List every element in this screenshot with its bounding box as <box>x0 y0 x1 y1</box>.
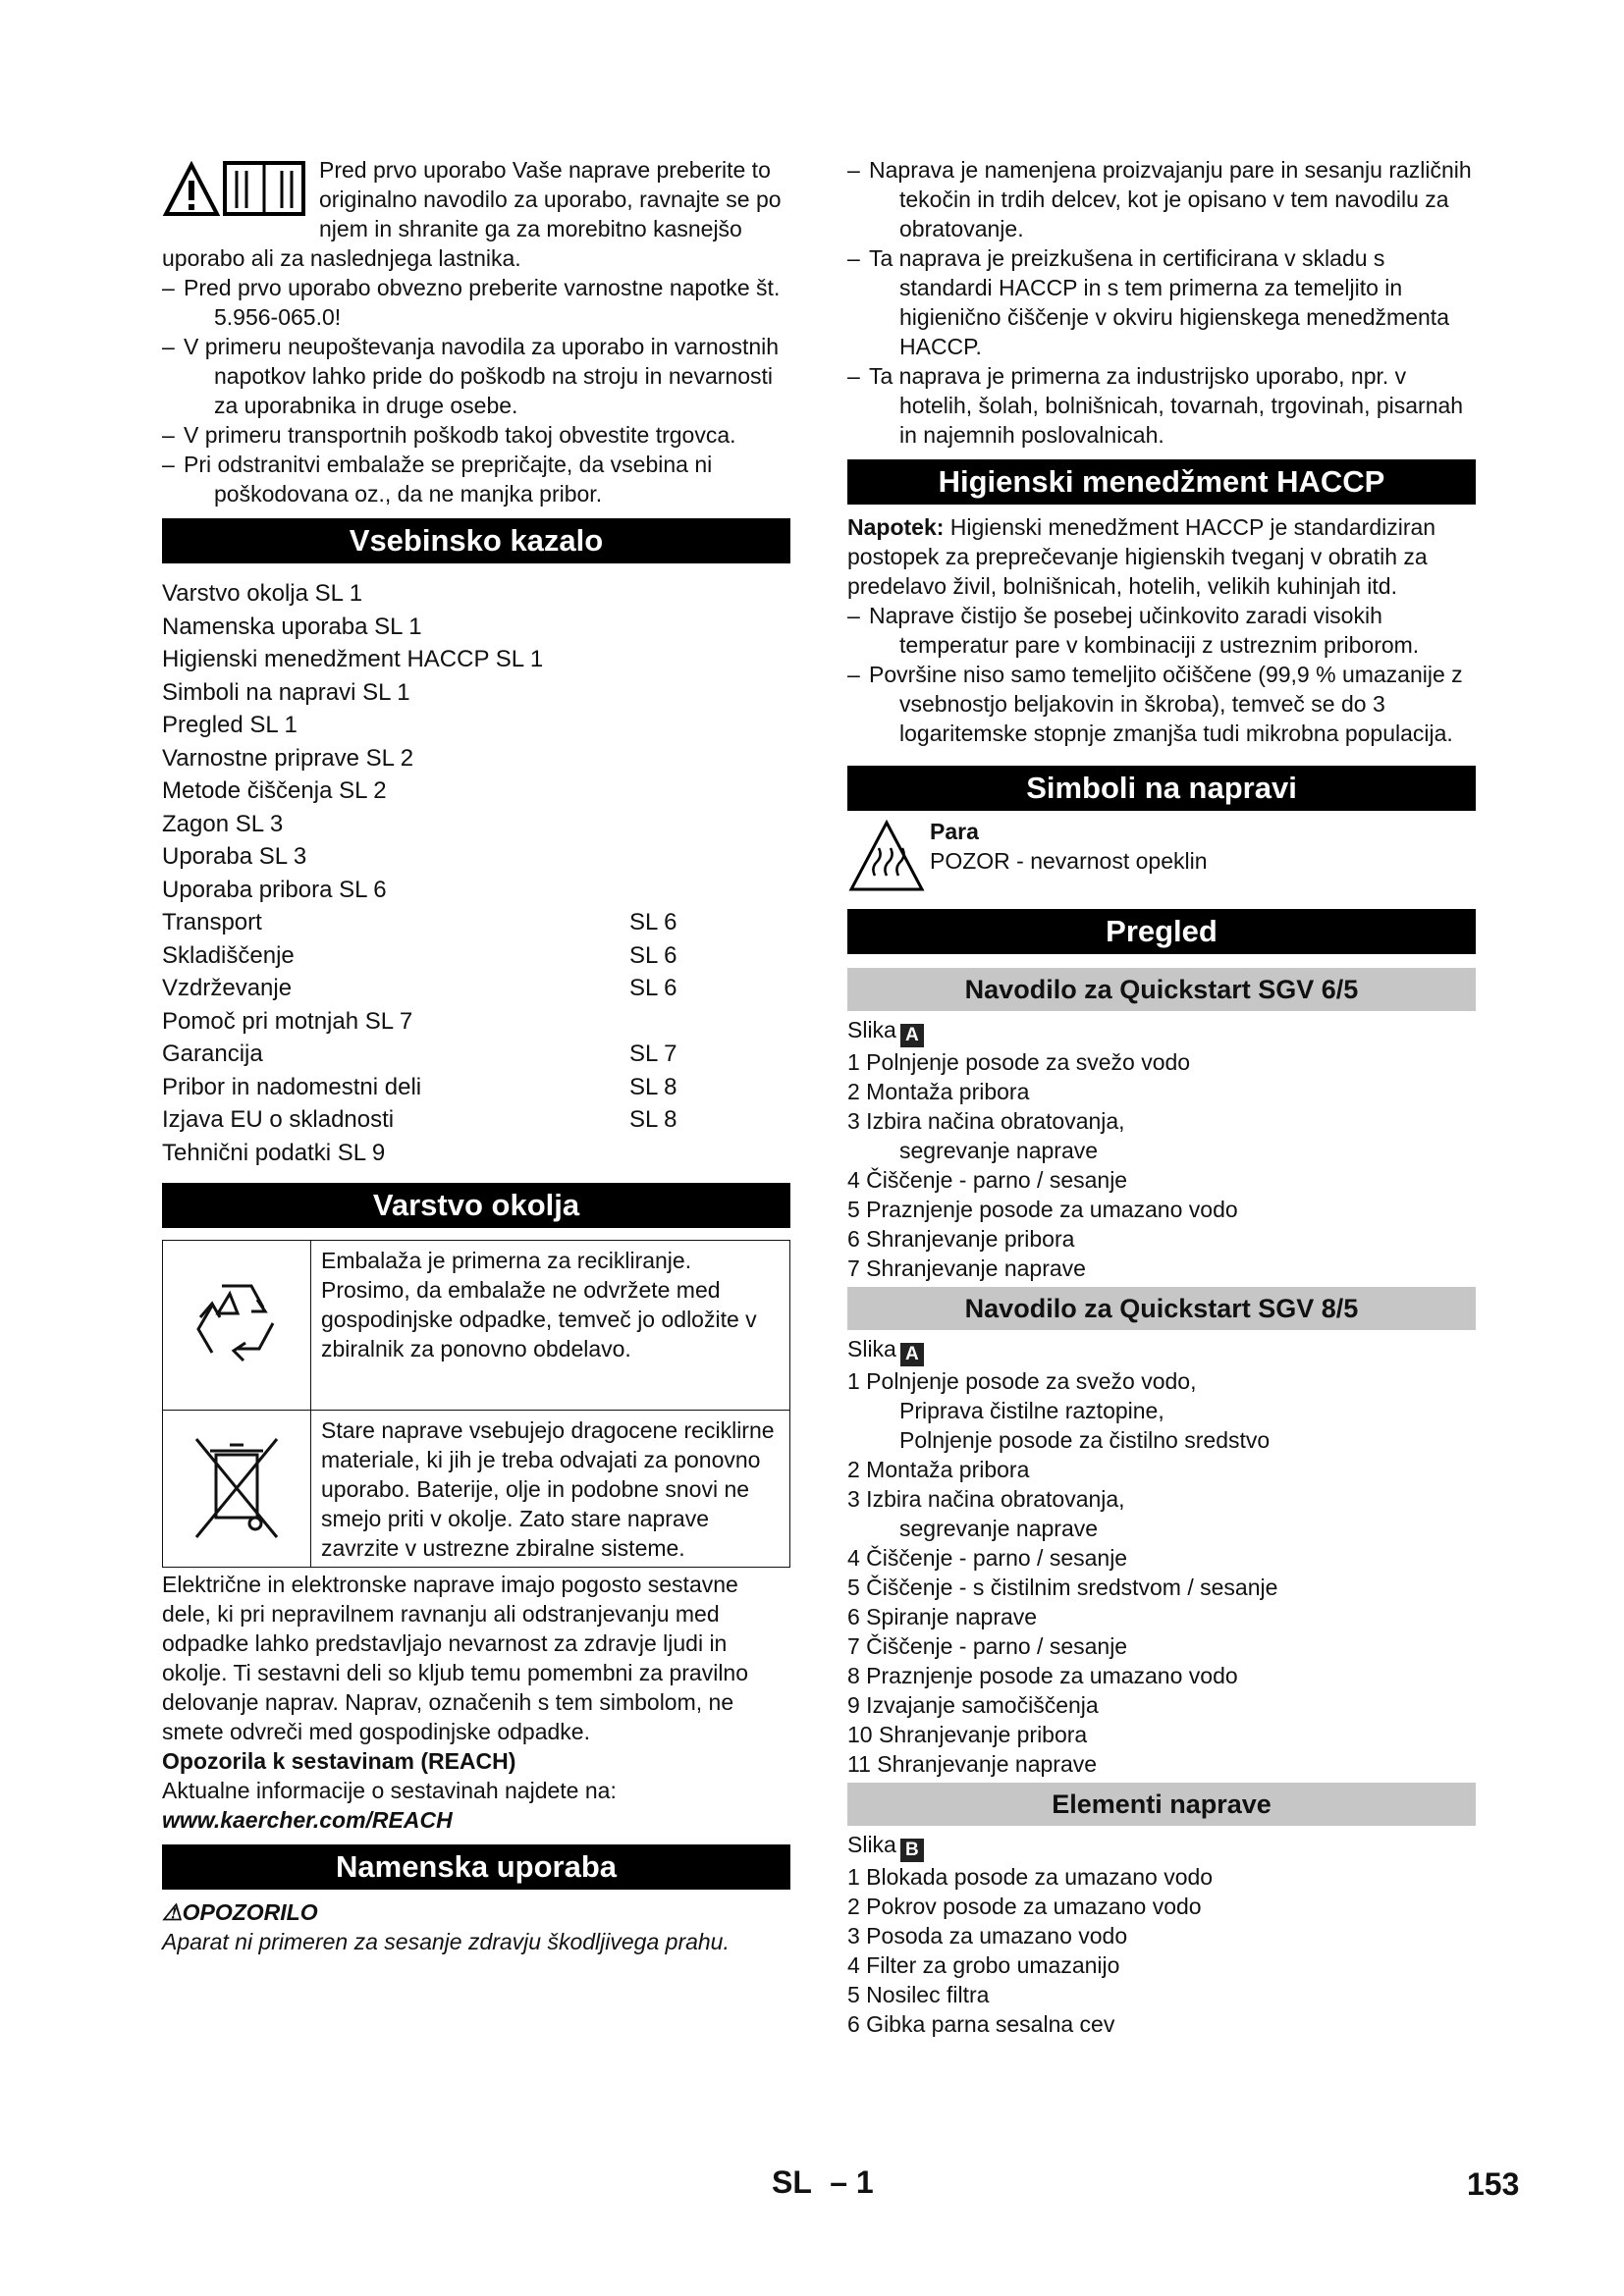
footer-section-label: SL <box>772 2164 812 2200</box>
list-item: Priprava čistilne raztopine, <box>899 1398 1164 1423</box>
toc-heading: Vsebinsko kazalo <box>162 518 790 563</box>
list-item: 5 Čiščenje - s čistilnim sredstvom / sesanje <box>847 1575 1278 1600</box>
toc-item[interactable]: Pregled SL 1 <box>162 712 298 738</box>
list-item: segrevanje naprave <box>899 1138 1099 1163</box>
intro-block <box>162 155 790 273</box>
list-item: 9 Izvajanje samočiščenja <box>847 1692 1099 1718</box>
list-item: 2 Pokrov posode za umazano vodo <box>847 1894 1202 1919</box>
intro-bullet: – V primeru neupoštevanja navodila za uporabo in varnostnih napotkov lahko pride do poškodb na stroju in nevarnosti za uporabnika in druge osebe. <box>162 334 780 418</box>
list-item: 6 Gibka parna sesalna cev <box>847 2011 1115 2037</box>
intended-use-heading: Namenska uporaba <box>162 1844 790 1890</box>
list-item: 1 Blokada posode za umazano vodo <box>847 1864 1214 1890</box>
haccp-heading: Higienski menedžment HACCP <box>847 459 1476 505</box>
quickstart-85-heading: Navodilo za Quickstart SGV 8/5 <box>847 1287 1476 1330</box>
page-number: 153 <box>1467 2166 1520 2202</box>
elements-heading: Elementi naprave <box>847 1783 1476 1826</box>
toc-item[interactable]: Tehnični podatki SL 9 <box>162 1139 386 1166</box>
reach-link[interactable]: www.kaercher.com/REACH <box>162 1807 453 1833</box>
environment-table <box>162 1240 790 1568</box>
toc-item[interactable]: Namenska uporaba SL 1 <box>162 613 422 640</box>
intro-bullet: – V primeru transportnih poškodb takoj obvestite trgovca. <box>162 422 736 448</box>
steam-warning-icon <box>847 817 930 895</box>
list-item: 11 Shranjevanje naprave <box>847 1751 1098 1777</box>
list-item: 4 Čiščenje - parno / sesanje <box>847 1167 1128 1193</box>
env-weee-text: Električne in elektronske naprave imajo pogosto sestavne dele, ki pri nepravilnem ravnanju ali odstranjevanju med odpadke lahko predstavljajo nevarnost za zdravje ljudi in okolje. Ti sestavni deli so kljub temu pomembni za pravilno delovanje naprav. Naprav, označenih s tem simbolom, ne smete odvreči med gospodinjske odpadke. <box>162 1572 749 1744</box>
quickstart-65-heading: Navodilo za Quickstart SGV 6/5 <box>847 968 1476 1011</box>
figure-a-badge: A <box>900 1024 924 1047</box>
warning-book-icon <box>162 161 309 220</box>
toc-item[interactable]: Skladiščenje SL 6 <box>162 941 677 969</box>
footer-section-page: – 1 <box>830 2164 874 2200</box>
left-column <box>162 155 790 1956</box>
toc-item[interactable]: Varstvo okolja SL 1 <box>162 580 363 607</box>
use-bullet: – Ta naprava je preizkušena in certificirana v skladu s standardi HACCP in s tem primerna za temeljito in higienično čiščenje v okviru higienskega menedžmenta HACCP. <box>847 245 1449 359</box>
list-item: segrevanje naprave <box>899 1516 1099 1541</box>
list-item: 3 Izbira načina obratovanja, <box>847 1486 1125 1512</box>
list-item: 6 Spiranje naprave <box>847 1604 1038 1629</box>
haccp-note: Napotek: Higienski menedžment HACCP je standardiziran postopek za preprečevanje higienskih tveganj v obratih za predelavo živil, bolnišnicah, hotelih, velikih kuhinjah itd. <box>847 514 1436 599</box>
list-item: 2 Montaža pribora <box>847 1079 1030 1104</box>
haccp-bullet: – Površine niso samo temeljito očiščene (99,9 % umazanije z vsebnostjo beljakovin in škroba), temveč se do 3 logaritemske stopnje zmanjša tudi mikrobna populacija. <box>847 662 1463 746</box>
toc-item[interactable]: Transport SL 6 <box>162 909 677 935</box>
list-item: 7 Shranjevanje naprave <box>847 1255 1086 1281</box>
list-item: 4 Čiščenje - parno / sesanje <box>847 1545 1128 1571</box>
symbol-row <box>847 817 1476 895</box>
list-item: 2 Montaža pribora <box>847 1457 1030 1482</box>
list-item: Polnjenje posode za čistilno sredstvo <box>899 1427 1271 1453</box>
toc-item[interactable]: Zagon SL 3 <box>162 810 284 837</box>
toc-item[interactable]: Simboli na napravi SL 1 <box>162 678 410 706</box>
list-item: 5 Praznjenje posode za umazano vodo <box>847 1197 1238 1222</box>
overview-heading: Pregled <box>847 909 1476 954</box>
haccp-bullet: – Naprave čistijo še posebej učinkovito zaradi visokih temperatur pare v kombinaciji z ustreznim priborom. <box>847 603 1420 658</box>
list-item: 6 Shranjevanje pribora <box>847 1226 1075 1252</box>
reach-text: Aktualne informacije o sestavinah najdete na: <box>162 1778 617 1803</box>
toc-item[interactable]: Pribor in nadomestni deli SL 8 <box>162 1073 677 1100</box>
toc-item[interactable]: Uporaba SL 3 <box>162 843 307 870</box>
figure-a-badge: A <box>900 1343 924 1366</box>
list-item: 3 Posoda za umazano vodo <box>847 1923 1128 1949</box>
figure-label: Slika A <box>847 1015 1476 1047</box>
warning-label: ⚠OPOZORILO <box>162 1899 318 1925</box>
intro-text: Pred prvo uporabo Vaše naprave preberite to originalno navodilo za uporabo, ravnajte se po njem in shranite ga za morebitno kasnejšo uporabo ali za naslednjega lastnika. <box>162 157 782 271</box>
toc-item[interactable]: Garancija SL 7 <box>162 1041 677 1067</box>
symbols-heading: Simboli na napravi <box>847 766 1476 811</box>
figure-label: Slika A <box>847 1334 1476 1366</box>
toc-item[interactable]: Higienski menedžment HACCP SL 1 <box>162 646 544 672</box>
toc-item[interactable]: Uporaba pribora SL 6 <box>162 876 387 903</box>
toc-item[interactable]: Izjava EU o skladnosti SL 8 <box>162 1106 677 1133</box>
toc-item[interactable]: Vzdrževanje SL 6 <box>162 975 677 1001</box>
reach-heading: Opozorila k sestavinam (REACH) <box>162 1748 516 1774</box>
env-devices-text: Stare naprave vsebujejo dragocene reciklirne materiale, ki jih je treba odvajati za ponovno uporabo. Baterije, olje in podobne snovi ne smejo priti v okolje. Zato stare naprave zavrzite v ustrezne zbiralne sisteme. <box>321 1417 775 1561</box>
toc-item[interactable]: Pomoč pri motnjah SL 7 <box>162 1007 413 1035</box>
intro-bullet: – Pred prvo uporabo obvezno preberite varnostne napotke št. 5.956-065.0! <box>162 275 781 330</box>
symbol-text: POZOR - nevarnost opeklin <box>930 848 1208 874</box>
list-item: 3 Izbira načina obratovanja, <box>847 1108 1125 1134</box>
list-item: 10 Shranjevanje pribora <box>847 1722 1088 1747</box>
warning-text: Aparat ni primeren za sesanje zdravju škodljivega prahu. <box>162 1929 730 1954</box>
list-item: 1 Polnjenje posode za svežo vodo, <box>847 1368 1197 1394</box>
use-bullet: – Ta naprava je primerna za industrijsko uporabo, npr. v hotelih, šolah, bolnišnicah, tovarnah, trgovinah, pisarnah in najemnih poslovalnicah. <box>847 363 1464 448</box>
list-item: 7 Čiščenje - parno / sesanje <box>847 1633 1128 1659</box>
list-item: 5 Nosilec filtra <box>847 1982 990 2007</box>
recycling-icon <box>163 1241 311 1411</box>
list-item: 1 Polnjenje posode za svežo vodo <box>847 1049 1191 1075</box>
list-item: 8 Praznjenje posode za umazano vodo <box>847 1663 1238 1688</box>
symbol-title: Para <box>930 819 979 844</box>
toc-item[interactable]: Metode čiščenja SL 2 <box>162 777 387 804</box>
toc-list <box>162 577 790 1169</box>
footer-section <box>772 2164 874 2201</box>
warning-triangle-icon: ⚠ <box>162 1899 183 1925</box>
right-column <box>847 155 1476 2039</box>
list-item: 4 Filter za grobo umazanijo <box>847 1952 1120 1978</box>
env-packaging-text: Embalaža je primerna za recikliranje. Prosimo, da embalaže ne odvržete med gospodinjske odpadke, temveč jo odložite v zbiralnik za ponovno obdelavo. <box>321 1248 757 1362</box>
figure-b-badge: B <box>900 1839 924 1862</box>
toc-item[interactable]: Varnostne priprave SL 2 <box>162 744 414 772</box>
environment-heading: Varstvo okolja <box>162 1183 790 1228</box>
figure-label: Slika B <box>847 1830 1476 1862</box>
crossed-bin-icon <box>163 1411 311 1568</box>
intro-bullet: – Pri odstranitvi embalaže se prepričajte, da vsebina ni poškodovana oz., da ne manjka pribor. <box>162 452 713 507</box>
use-bullet: – Naprava je namenjena proizvajanju pare in sesanju različnih tekočin in trdih delcev, kot je opisano v tem navodilu za obratovanje. <box>847 157 1472 241</box>
